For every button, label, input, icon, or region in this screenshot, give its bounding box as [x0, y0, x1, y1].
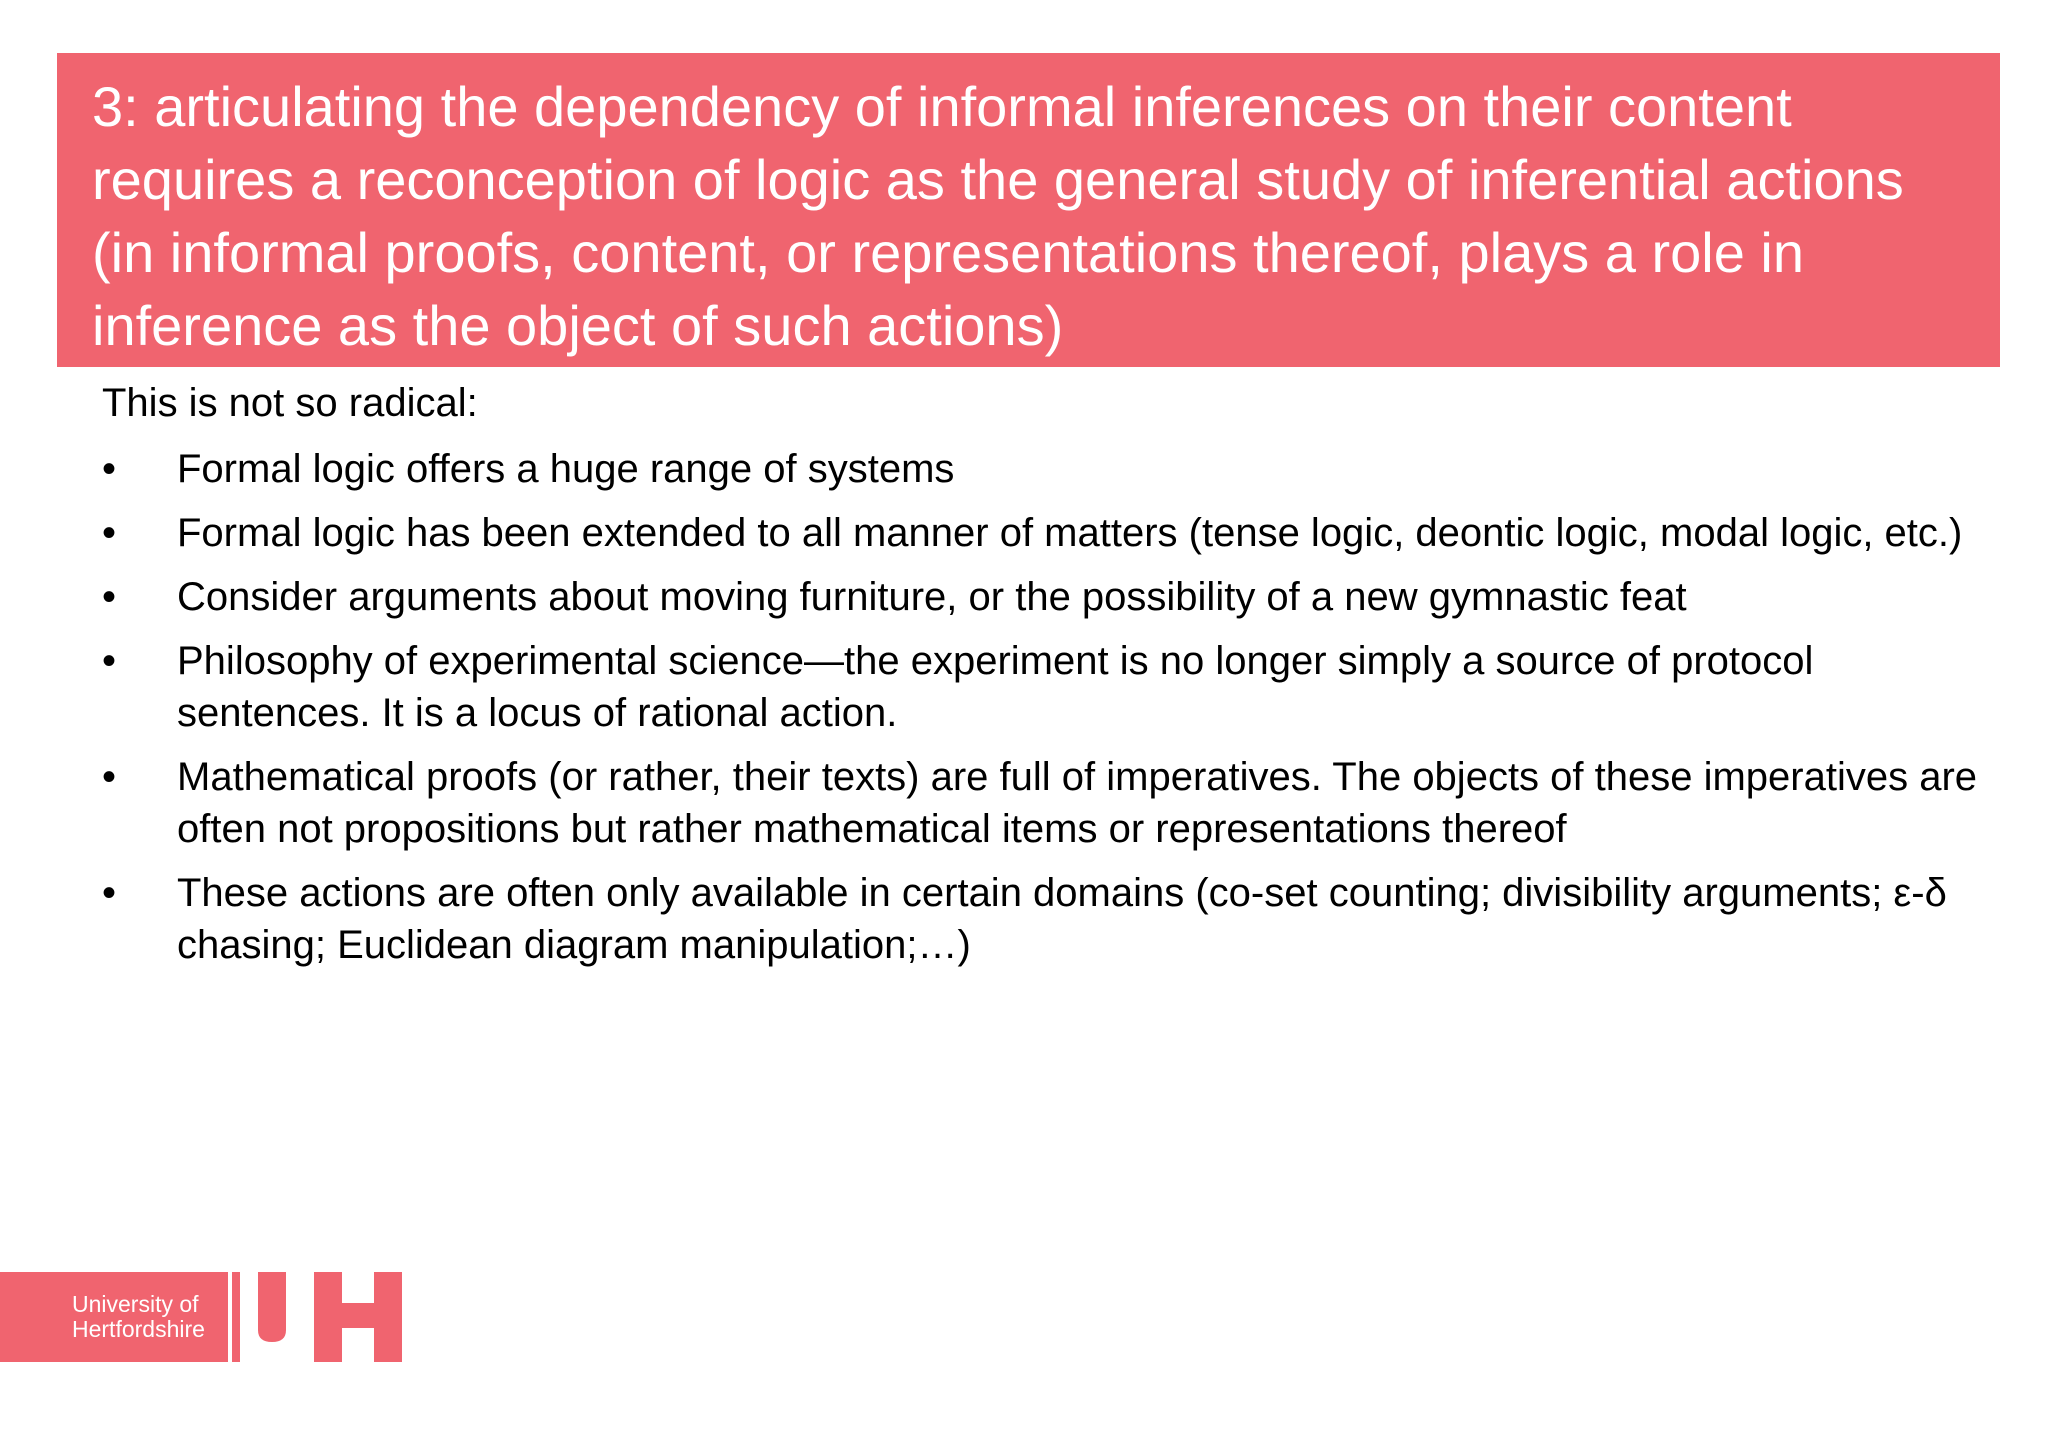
logo-line1: University of — [72, 1291, 199, 1317]
bullet-list — [102, 443, 1982, 983]
intro-text: This is not so radical: — [102, 381, 478, 425]
logo-line2: Hertfordshire — [72, 1316, 205, 1342]
bullet-text: These actions are often only available in certain domains (co-set counting; divisibility arguments; ε-δ chasing; Euclidean diagram manipulation;…) — [177, 871, 1947, 967]
bullet-text: Philosophy of experimental science—the experiment is no longer simply a source of protocol sentences. It is a locus of rational action. — [177, 639, 1814, 735]
bullet-text: Formal logic has been extended to all manner of matters (tense logic, deontic logic, modal logic, etc.) — [177, 511, 1963, 555]
bullet-item — [102, 571, 1982, 623]
bullet-item — [102, 867, 1982, 971]
bullet-item — [102, 751, 1982, 855]
title-banner — [57, 53, 2000, 367]
bullet-icon: • — [102, 871, 117, 915]
bullet-text: Consider arguments about moving furniture, or the possibility of a new gymnastic feat — [177, 575, 1687, 619]
bullet-item — [102, 507, 1982, 559]
bullet-item — [102, 443, 1982, 495]
bullet-icon: • — [102, 511, 117, 555]
bullet-icon: • — [102, 755, 117, 799]
bullet-item — [102, 635, 1982, 739]
bullet-text: Formal logic offers a huge range of systems — [177, 447, 955, 491]
logo-h-bar — [314, 1303, 402, 1328]
bullet-icon: • — [102, 447, 117, 491]
university-logo — [0, 1272, 402, 1362]
bullet-icon: • — [102, 639, 117, 683]
slide-title: 3: articulating the dependency of informal inferences on their content requires a reconception of logic as the general study of inferential actions (in informal proofs, content, or representations thereof, plays a role in inference as the object of such actions) — [92, 75, 1904, 357]
bullet-text: Mathematical proofs (or rather, their texts) are full of imperatives. The objects of these imperatives are often not propositions but rather mathematical items or representations thereof — [177, 755, 1978, 851]
bullet-icon: • — [102, 575, 117, 619]
